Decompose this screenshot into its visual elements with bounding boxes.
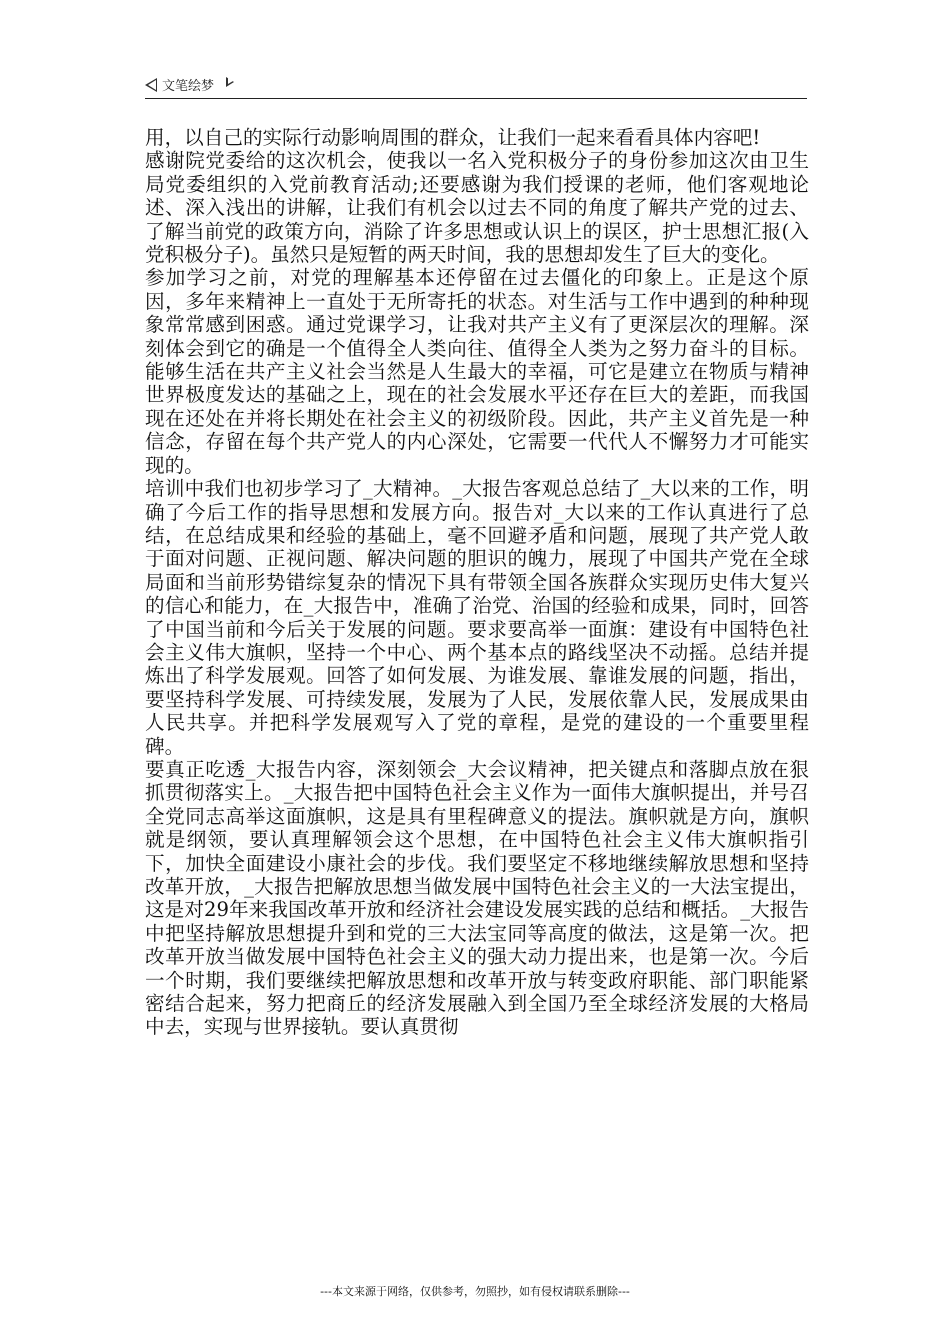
triangle-right-icon	[226, 77, 234, 87]
paragraph: 感谢院党委给的这次机会，使我以一名入党积极分子的身份参加这次由卫生局党委组织的入党前教育活动;还要感谢为我们授课的老师，他们客观地论述、深入浅出的讲解，让我们有机会以过去不同的角度了解共产党的过去、了解当前党的政策方向，消除了许多思想或认识上的误区，护士思想汇报(入党积极分子)。虽然只是短暂的两天时间，我的思想却发生了巨大的变化。	[145, 149, 809, 267]
header-brand	[145, 75, 234, 94]
triangle-left-icon	[145, 78, 157, 92]
paragraph: 培训中我们也初步学习了_大精神。_大报告客观总总结了_大以来的工作，明确了今后工作的指导思想和发展方向。报告对_大以来的工作认真进行了总结，在总结成果和经验的基础上，毫不回避矛盾和问题，展现了共产党人敢于面对问题、正视问题、解决问题的胆识的魄力，展现了中国共产党在全球局面和当前形势错综复杂的情况下具有带领全国各族群众实现历史伟大复兴的信心和能力，在_大报告中，准确了治党、治国的经验和成果，同时，回答了中国当前和今后关于发展的问题。要求要高举一面旗：建设有中国特色社会主义伟大旗帜，坚持一个中心、两个基本点的路线坚决不动摇。总结并提炼出了科学发展观。回答了如何发展、为谁发展、靠谁发展的问题，指出，要坚持科学发展、可持续发展，发展为了人民，发展依靠人民，发展成果由人民共享。并把科学发展观写入了党的章程，是党的建设的一个重要里程碑。	[145, 477, 809, 758]
header-title: 文笔绘梦	[162, 79, 215, 94]
paragraph: 用，以自己的实际行动影响周围的群众，让我们一起来看看具体内容吧!	[145, 126, 761, 149]
footer-disclaimer: ---本文来源于网络，仅供参考，勿照抄，如有侵权请联系删除---	[320, 1285, 630, 1298]
document-body	[145, 126, 809, 1039]
paragraph: 参加学习之前，对党的理解基本还停留在过去僵化的印象上。正是这个原因，多年来精神上一直处于无所寄托的状态。对生活与工作中遇到的种种现象常常感到困惑。通过党课学习，让我对共产主义有了更深层次的理解。深刻体会到它的确是一个值得全人类向往、值得全人类为之努力奋斗的目标。能够生活在共产主义社会当然是人生最大的幸福，可它是建立在物质与精神世界极度发达的基础之上，现在的社会发展水平还存在巨大的差距，而我国现在还处在并将长期处在社会主义的初级阶段。因此，共产主义首先是一种信念，存留在每个共产党人的内心深处，它需要一代代人不懈努力才可能实现的。	[145, 266, 809, 477]
page-header	[145, 72, 807, 99]
paragraph: 要真正吃透_大报告内容，深刻领会_大会议精神，把关键点和落脚点放在狠抓贯彻落实上。_大报告把中国特色社会主义作为一面伟大旗帜提出，并号召全党同志高举这面旗帜，这是具有里程碑意义的提法。旗帜就是方向，旗帜就是纲领，要认真理解领会这个思想，在中国特色社会主义伟大旗帜指引下，加快全面建设小康社会的步伐。我们要坚定不移地继续解放思想和坚持改革开放，_大报告把解放思想当做发展中国特色社会主义的一大法宝提出，这是对29年来我国改革开放和经济社会建设发展实践的总结和概括。_大报告中把坚持解放思想提升到和党的三大法宝同等高度的做法，这是第一次。把改革开放当做发展中国特色社会主义的强大动力提出来，也是第一次。今后一个时期，我们要继续把解放思想和改革开放与转变政府职能、部门职能紧密结合起来，努力把商丘的经济发展融入到全国乃至全球经济发展的大格局中去，实现与世界接轨。要认真贯彻	[145, 757, 809, 1039]
